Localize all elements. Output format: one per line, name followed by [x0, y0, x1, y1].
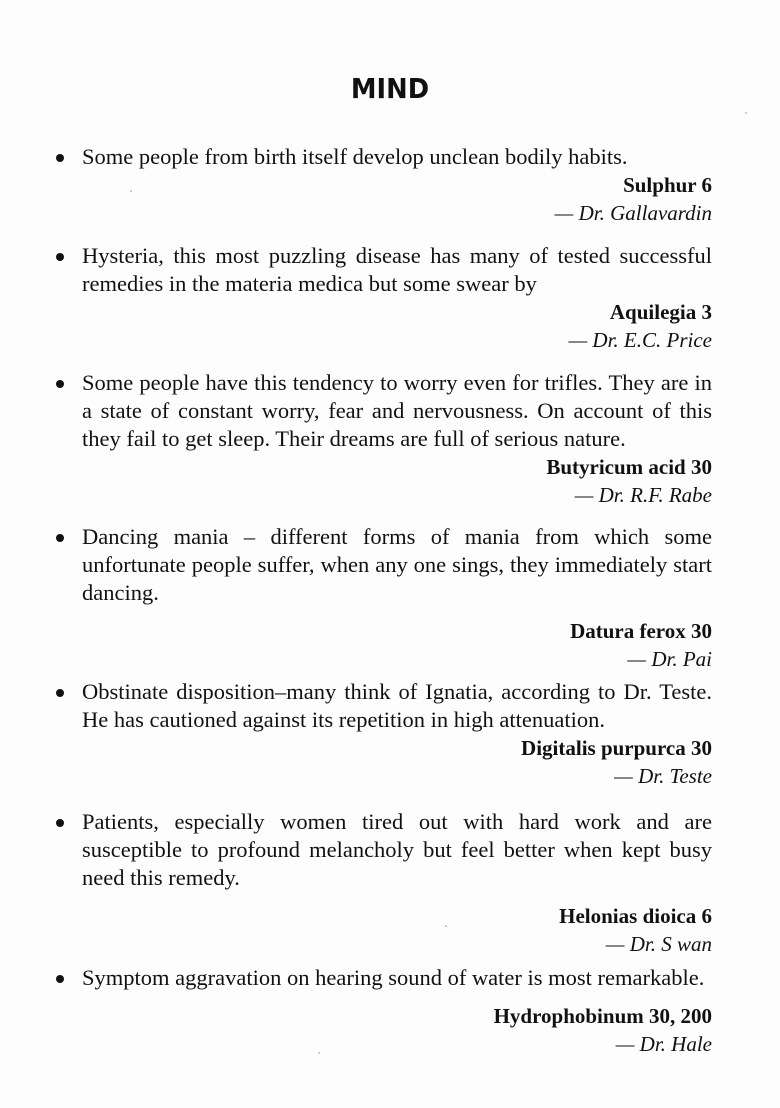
bullet-icon [56, 380, 64, 388]
page-title: MIND [350, 72, 430, 105]
entry-text: Some people from birth itself develop unclean bodily habits. [82, 144, 628, 169]
remedy-entry [52, 808, 712, 958]
remedy-entry [52, 369, 712, 509]
bullet-icon [56, 253, 64, 261]
scan-speck [445, 925, 447, 927]
remedy-entry [52, 242, 712, 354]
remedy-entry [52, 678, 712, 790]
remedy-name: Sulphur 6 [623, 173, 712, 197]
scan-speck [130, 190, 132, 192]
entry-text: Obstinate disposition–many think of Ignatia, according to Dr. Teste. He has cautioned against its repetition in high attenuation. [82, 679, 712, 732]
remedy-name: Hydrophobinum 30, 200 [493, 1004, 712, 1028]
remedy-name: Digitalis purpurca 30 [521, 736, 712, 760]
entry-text: Hysteria, this most puzzling disease has many of tested successful remedies in the materia medica but some swear by [82, 243, 712, 296]
remedy-author: — Dr. S wan [605, 932, 712, 956]
bullet-icon [56, 819, 64, 827]
remedy-author: — Dr. Gallavardin [554, 201, 712, 225]
entry-text: Patients, especially women tired out with hard work and are susceptible to profound melancholy but feel better when kept busy need this remedy. [82, 809, 712, 890]
remedy-entry [52, 964, 712, 1058]
remedy-entry [52, 523, 712, 673]
remedy-name: Butyricum acid 30 [546, 455, 712, 479]
bullet-icon [56, 534, 64, 542]
remedy-author: — Dr. Hale [615, 1032, 712, 1056]
remedy-author: — Dr. Pai [627, 647, 712, 671]
scan-speck [745, 112, 747, 114]
bullet-icon [56, 975, 64, 983]
remedy-entry [52, 143, 712, 227]
bullet-icon [56, 689, 64, 697]
remedy-name: Aquilegia 3 [609, 300, 712, 324]
entry-text: Symptom aggravation on hearing sound of water is most remarkable. [82, 965, 705, 990]
remedy-author: — Dr. Teste [614, 764, 712, 788]
remedy-name: Datura ferox 30 [570, 619, 712, 643]
scan-speck [318, 1052, 320, 1054]
remedy-author: — Dr. R.F. Rabe [574, 483, 712, 507]
remedy-name: Helonias dioica 6 [559, 904, 712, 928]
remedy-author: — Dr. E.C. Price [568, 328, 712, 352]
entry-text: Dancing mania – different forms of mania from which some unfortunate people suffer, when any one sings, they immediately start dancing. [82, 524, 712, 605]
entry-text: Some people have this tendency to worry even for trifles. They are in a state of constant worry, fear and nervousness. On account of this they fail to get sleep. Their dreams are full of serious nature. [82, 370, 712, 451]
bullet-icon [56, 154, 64, 162]
